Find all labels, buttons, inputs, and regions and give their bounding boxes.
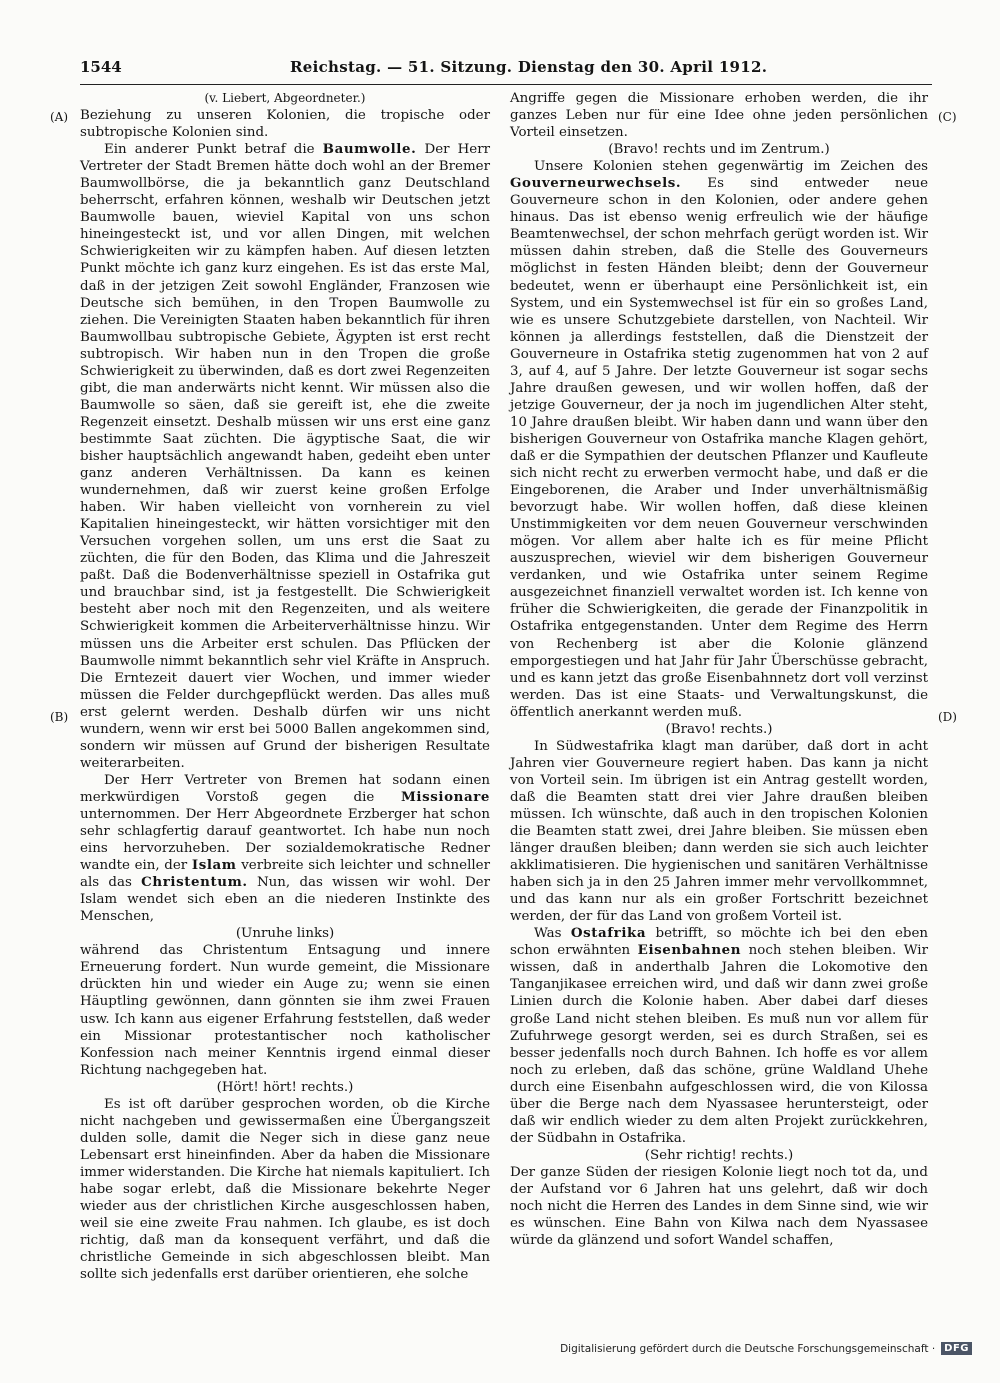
speaker-line: (v. Liebert, Abgeordneter.) [204,91,366,105]
keyword: Ostafrika [570,925,647,942]
right-column [510,90,928,1249]
margin-marker-c: (C) [938,110,957,124]
keyword: Missionare [401,788,490,805]
page-header [80,58,932,86]
interjection: (Bravo! rechts.) [665,721,773,737]
paragraph: Beziehung zu unseren Kolonien, die tropische oder subtropische Kolonien sind. [80,108,490,141]
running-title: Reichstag. — 51. Sitzung. Dienstag den 30. April 1912. [290,58,768,76]
paragraph: In Südwestafrika klagt man darüber, daß dort in acht Jahren vier Gouverneure regiert haben. Das kann ja nicht von Vorteil sein. Im übrigen ist ein Antrag gestellt worden, daß die Beamten statt drei vier Jahre draußen bleiben müssen. Ich wünschte, daß auch in den tropischen Kolonien die Beamten statt zwei, drei Jahre bleiben. Sie müssen eben länger draußen bleiben; dann werden sie sich auch leichter akklimatisieren. Die hygienischen und sanitären Verhältnisse haben sich ja in den 25 Jahren immer mehr vervollkommnet, und das kann nur als ein großer Fortschritt bezeichnet werden, der für das Land von großem Vorteil ist. [510,738,928,925]
keyword: Gouverneurwechsels. [510,175,682,192]
paragraph: Unsere Kolonien stehen gegenwärtig im Zeichen des Gouverneurwechsels. Es sind entweder neue Gouverneure schon in den Kolonien, oder andere gehen hinaus. Das ist ebenso wenig erfreulich wie der häufige Beamtenwechsel, der schon mehrfach gerügt worden ist. Wir müssen dahin streben, daß die Stelle des Gouverneurs möglichst in festen Händen bleibt; denn der Gouverneur bedeutet, wenn er überhaupt eine Persönlichkeit ist, ein System, und ein Systemwechsel ist für ein so großes Land, wie es unsere Schutzgebiete darstellen, von Nachteil. Wir können ja allerdings feststellen, daß die Dienstzeit der Gouverneure in Ostafrika stetig zugenommen hat von 2 auf 3, auf 4, auf 5 Jahre. Der letzte Gouverneur ist sogar sechs Jahre draußen gewesen, und wir wollen hoffen, daß der jetzige Gouverneur, der ja noch im jugendlichen Alter steht, 10 Jahre draußen bleibt. Wir haben dann und wann über den bisherigen Gouverneur von Ostafrika manche Klagen gehört, daß er die Sympathien der deutschen Pflanzer und Kaufleute sich nicht recht zu erwerben vermocht habe, und daß er die Eingeborenen, die Araber und Inder unverhältnismäßig bevorzugt habe. Wir wollen hoffen, daß diese kleinen Unstimmigkeiten vor dem neuen Gouverneur verschwinden mögen. Vor allem aber halte ich es für meine Pflicht auszusprechen, wieviel wir dem bisherigen Gouverneur verdanken, und wie Ostafrika unter seinem Regime ausgezeichnet finanziell verwaltet worden ist. Ich kenne von früher die Schwierigkeiten, die gerade der Finanzpolitik in Ostafrika entgegenstanden. Unter dem Regime des Herrn von Rechenberg ist aber die Kolonie glänzend emporgestiegen und hat Jahr für Jahr Überschüsse gebracht, und es kann jetzt das große Eisenbahnnetz dort voll verzinst werden. Das ist eine Staats- und Verwaltungskunst, die öffentlich anerkannt werden muß. [510,159,928,720]
paragraph: Angriffe gegen die Missionare erhoben werden, die ihr ganzes Leben nur für eine Idee ohne jeden persönlichen Vorteil einsetzen. [510,91,928,141]
page-number: 1544 [80,58,122,76]
keyword: Islam [191,857,237,874]
paragraph: Der ganze Süden der riesigen Kolonie liegt noch tot da, und der Aufstand vor 6 Jahren hat uns gelehrt, daß wir doch noch nicht die Herren des Landes in dem Sinne sind, wie wir es wünschen. Eine Bahn von Kilwa nach dem Nyassasee würde da glänzend und sofort Wandel schaffen, [510,1164,928,1249]
left-column [80,90,490,1283]
dfg-logo: DFG [941,1342,972,1355]
keyword: Eisenbahnen [637,942,742,959]
interjection: (Bravo! rechts und im Zentrum.) [608,142,830,158]
paragraph: Der Herr Vertreter von Bremen hat sodann einen merkwürdigen Vorstoß gegen die Missionare unternommen. Der Herr Abgeordnete Erzberger hat schon sehr schlagfertig darauf geantwortet. Ich habe nun noch eins hervorzuheben. Der sozialdemokratische Redner wandte ein, der Islam verbreite sich leichter und schneller als das Christentum. Nun, das wissen wir wohl. Der Islam wendet sich eben an die niederen Instinkte des Menschen, [80,772,491,925]
margin-marker-a: (A) [50,110,69,124]
keyword: Christentum. [141,874,248,891]
paragraph: Was Ostafrika betrifft, so möchte ich bei den eben schon erwähnten Eisenbahnen noch stehen bleiben. Wir wissen, daß in anderthalb Jahren die Lokomotive den Tanganjikasee erreichen wird, und daß wir dann zwei große Linien durch die Kolonie haben. Aber dabei darf dieses große Land nicht stehen bleiben. Es muß nun vor allem für Zufuhrwege gesorgt werden, sei es durch Straßen, sei es besser jedenfalls noch durch Bahnen. Ich hoffe es vor allem noch zu erleben, daß das schöne, grüne Waldland Uhehe durch eine Eisenbahn aufgeschlossen wird, die von Kilossa über die Berge nach dem Nyassasee heruntersteigt, oder daß wir endlich wieder zu dem alten Projekt zurückkehren, der Südbahn in Ostafrika. [510,925,929,1146]
paragraph: Ein anderer Punkt betraf die Baumwolle. Der Herr Vertreter der Stadt Bremen hätte doch wohl an der Bremer Baumwollbörse, die ja bekanntlich ganz Deutschland beherrscht, erfahren können, weshalb wir Deutschen jetzt Baumwolle bauen, wieviel Kapital von uns schon hineingesteckt ist, und vor allen Dingen, mit welchen Schwierigkeiten wir zu kämpfen haben. Auf diesen letzten Punkt möchte ich ganz kurz eingehen. Es ist das erste Mal, daß in der jetzigen Zeit sowohl Engländer, Franzosen wie Deutsche sich bemühen, in den Tropen Baumwolle zu ziehen. Die Vereinigten Staaten haben bekanntlich für ihren Baumwollbau subtropische Gebiete, Ägypten ist erst recht subtropisch. Wir haben nun in den Tropen die große Schwierigkeit zu überwinden, daß es dort zwei Regenzeiten gibt, die man anderwärts nicht kennt. Wir müssen also die Baumwolle so säen, daß sie gereift ist, ehe die zweite Regenzeit einsetzt. Deshalb müssen wir uns erst eine ganz bestimmte Saat züchten. Die ägyptische Saat, die wir bisher hauptsächlich angewandt haben, gedeiht eben unter ganz anderen Verhältnissen. Da kann es keinen wundernehmen, daß wir zuerst keine großen Erfolge haben. Wir haben vielleicht von vornherein zu viel Kapitalien hineingesteckt, wir hätten vorsichtiger mit den Versuchen vorgehen sollen, um uns erst die Saat zu züchten, die für den Boden, das Klima und die Jahreszeit paßt. Daß die Bodenverhältnisse speziell in Ostafrika gut und brauchbar sind, ist ja festgestellt. Die Schwierigkeit besteht aber noch mit den Regenzeiten, und als weitere Schwierigkeit kommen die Arbeiterverhältnisse hinzu. Wir müssen uns die Arbeiter erst schulen. Das Pflücken der Baumwolle nimmt bekanntlich sehr viel Kräfte in Anspruch. Die Erntezeit dauert vier Wochen, und immer wieder müssen die Felder durchgepflückt werden. Das alles muß erst gelernt werden. Deshalb dürfen wir uns nicht wundern, wenn wir erst bei 5000 Ballen angekommen sind, sondern wir müssen auf Grund der bisherigen Resultate weiterarbeiten. [80,141,490,771]
paragraph: während das Christentum Entsagung und innere Erneuerung fordert. Nun wurde gemeint, die Missionare drückten hin und wieder ein Auge zu; wenn sie einen Häuptling gewönnen, dann gönnten sie ihm zwei Frauen usw. Ich kann aus eigener Erfahrung feststellen, daß weder ein Missionar protestantischer noch katholischer Konfession nach meiner Kenntnis irgend einmal dieser Richtung nachgegeben hat. [80,943,490,1078]
interjection: (Sehr richtig! rechts.) [644,1147,794,1163]
margin-marker-d: (D) [938,710,957,724]
interjection: (Unruhe links) [235,926,335,942]
footer-text: Digitalisierung gefördert durch die Deutsche Forschungsgemeinschaft · [560,1342,936,1355]
interjection: (Hört! hört! rechts.) [216,1079,354,1095]
keyword: Baumwolle. [322,141,417,158]
footer [560,1342,972,1355]
header-rule [80,84,932,85]
margin-marker-b: (B) [50,710,69,724]
paragraph: Es ist oft darüber gesprochen worden, ob die Kirche nicht nachgeben und gewissermaßen eine Übergangszeit dulden solle, damit die Neger sich in diese ganz neue Lebensart erst hineinfinden. Aber da haben die Missionare immer widerstanden. Die Kirche hat niemals kapituliert. Ich habe sogar erlebt, daß die Missionare bekehrte Neger wieder aus der christlichen Kirche ausgeschlossen haben, weil sie eine zweite Frau nahmen. Ich glaube, es ist doch richtig, daß man da konsequent verfährt, und daß die christliche Gemeinde in sich abgeschlossen bleibt. Man sollte sich jedenfalls erst darüber orientieren, ehe solche [80,1096,490,1283]
